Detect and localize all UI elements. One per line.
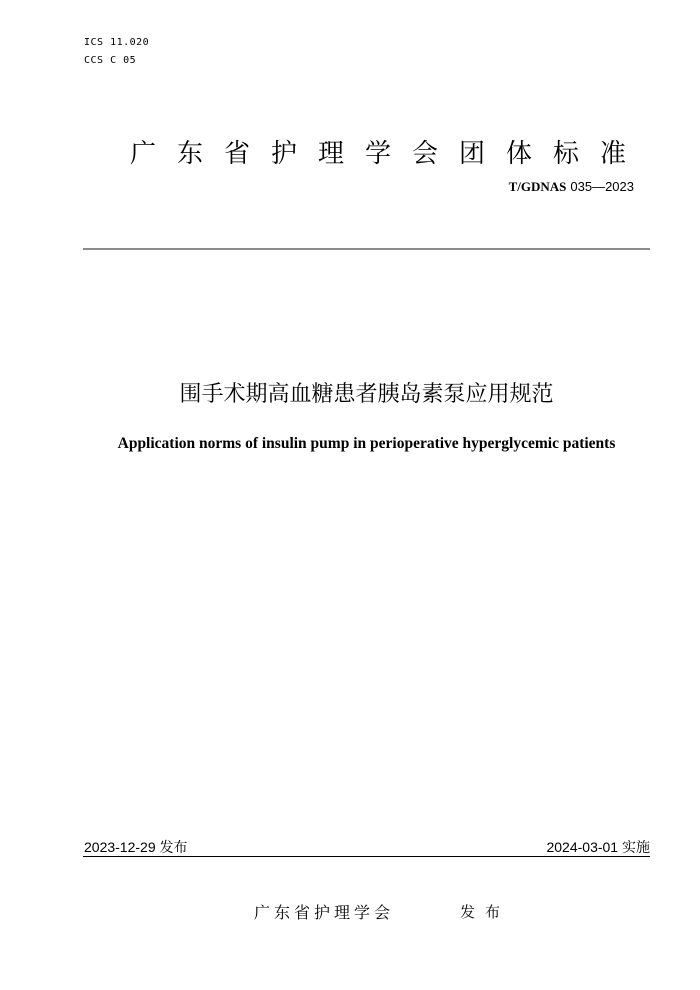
release-date: 2023-12-29 发布 [84, 839, 188, 855]
footer-divider [83, 856, 650, 857]
document-title-english: Application norms of insulin pump in perioperative hyperglycemic patients [117, 435, 616, 452]
standard-number [509, 178, 634, 197]
standard-number-prefix: T/GDNAS [508, 179, 567, 194]
standard-number-code: 035—2023 [570, 179, 634, 194]
publisher-action: 发布 [460, 903, 511, 921]
header-divider [83, 248, 650, 250]
publisher-name: 广东省护理学会 [254, 903, 395, 922]
ccs-code: CCS C 05 [84, 55, 137, 66]
organization-standard-title: 广东省护理学会团体标准 [130, 139, 648, 169]
document-title-chinese: 围手术期高血糖患者胰岛素泵应用规范 [179, 382, 554, 407]
ics-code: ICS 11.020 [84, 37, 150, 48]
effective-date: 2024-03-01 实施 [546, 839, 650, 855]
